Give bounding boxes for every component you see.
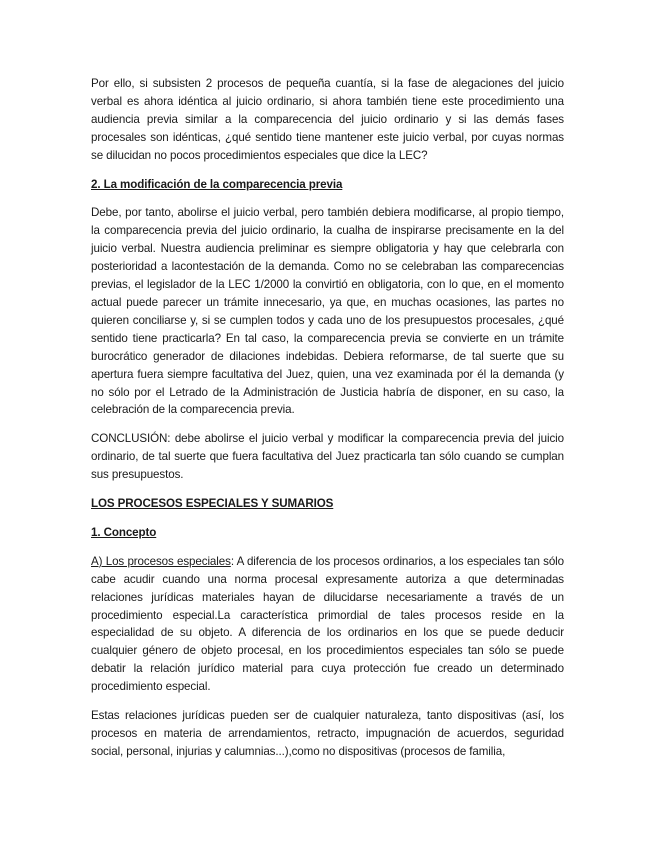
paragraph-conclusion: CONCLUSIÓN: debe abolirse el juicio verbal y modificar la comparecencia previa del juicio ordinario, de tal suerte que fuera facultativa del Juez practicarla tan sólo cuando se cumplan sus presupuestos.	[91, 432, 564, 482]
heading-procesos-especiales: LOS PROCESOS ESPECIALES Y SUMARIOS	[91, 497, 334, 511]
paragraph-procesos-especiales	[91, 553, 564, 696]
document-page	[91, 75, 564, 772]
paragraph-relaciones-juridicas: Estas relaciones jurídicas pueden ser de cualquier naturaleza, tanto dispositivas (así, los procesos en materia de arrendamientos, retracto, impugnación de acuerdos, seguridad social, personal, injurias y calumnias...),como no dispositivas (procesos de familia,	[91, 709, 564, 758]
paragraph-abolir-juicio-verbal: Debe, por tanto, abolirse el juicio verbal, pero también debiera modificarse, al propio tiempo, la comparecencia previa del juicio ordinario, la cualha de inspirarse precisamente en la del juicio verbal. Nuestra audiencia preliminar es siempre obligatoria y hay que celebrarla con posterioridad a lacontestación de la demanda. Como no se celebraban las comparecencias previas, el legislador de la LEC 1/2000 la convirtió en obligatoria, con lo que, en el momento actual puede parecer un trámite innecesario, ya que, en muchas ocasiones, las partes no quieren conciliarse y, si se cumplen todos y cada uno de los presupuestos procesales, ¿qué sentido tiene practicarla? En tal caso, la comparecencia previa se convierte en un trámite burocrático generador de dilaciones indebidas. Debiera reformarse, de tal suerte que su apertura fuera siempre facultativa del Juez, quien, una vez examinada por él la demanda (y no sólo por el Letrado de la Administración de Justicia habría de disponer, en su caso, la celebración de la comparecencia previa.	[91, 206, 564, 417]
text-procesos-especiales: : A diferencia de los procesos ordinarios, a los especiales tan sólo cabe acudir cuando una norma procesal expresamente autoriza a que determinadas relaciones jurídicas materiales hayan de dilucidarse necesariamente a través de un procedimiento especial.La característica primordial de tales procesos reside en la especialidad de su objeto. A diferencia de los ordinarios en los que se puede deducir cualquier género de objeto procesal, en los procedimientos especiales tan sólo se puede debatir la relación jurídico material para cuya protección fue creado un determinado procedimiento especial.	[91, 554, 564, 694]
paragraph-juicio-verbal-intro: Por ello, si subsisten 2 procesos de pequeña cuantía, si la fase de alegaciones del juicio verbal es ahora idéntica al juicio ordinario, si ahora también tiene este procedimiento una audiencia previa similar a la comparecencia del juicio ordinario y si las demás fases procesales son idénticas, ¿qué sentido tiene mantener este juicio verbal, por cuyas normas se dilucidan no pocos procedimientos especiales que dice la LEC?	[91, 77, 564, 162]
heading-modificacion-comparecencia: 2. La modificación de la comparecencia previa	[91, 177, 343, 191]
label-procesos-especiales: A) Los procesos especiales	[91, 554, 231, 568]
heading-concepto: 1. Concepto	[91, 525, 157, 539]
